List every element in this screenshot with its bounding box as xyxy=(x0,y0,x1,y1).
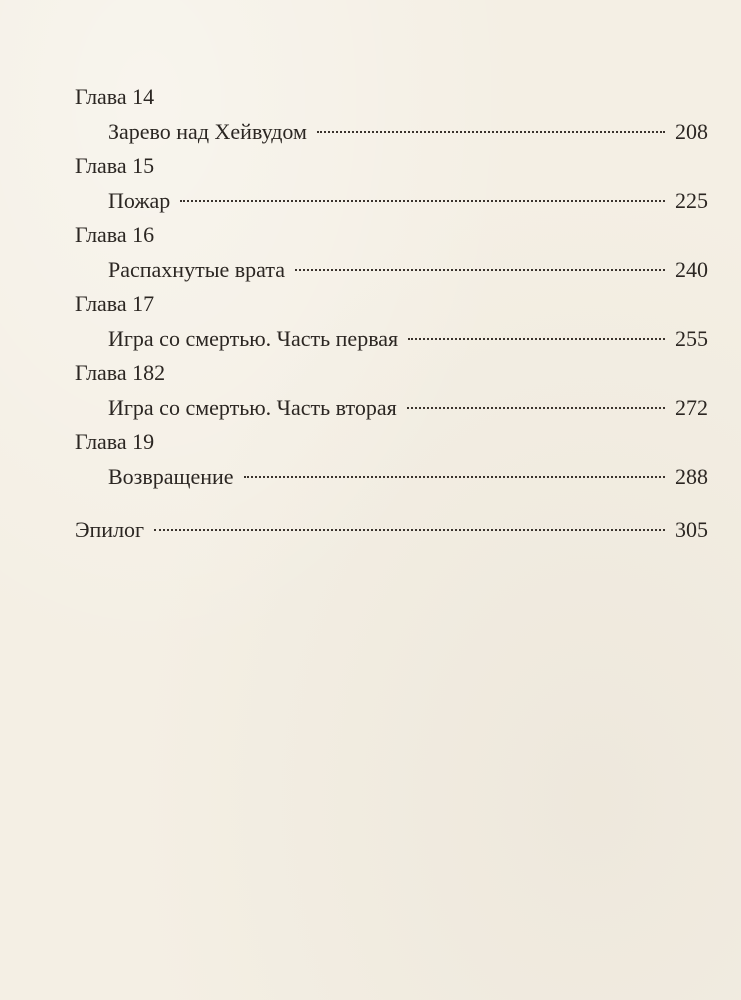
dot-leader xyxy=(407,407,665,409)
chapter-heading-15: Глава 15 xyxy=(75,153,155,178)
dot-leader xyxy=(408,338,665,340)
toc-entry-title: Игра со смертью. Часть вторая xyxy=(108,395,397,420)
dot-leader xyxy=(180,200,665,202)
toc-entry xyxy=(75,252,708,287)
dot-leader xyxy=(295,269,665,271)
toc-page-number: 208 xyxy=(675,119,708,144)
toc-entry-title: Распахнутые врата xyxy=(108,257,285,282)
toc-entry xyxy=(75,459,708,494)
toc-page-number: 240 xyxy=(675,257,708,282)
dot-leader xyxy=(244,476,665,478)
toc-entry-title: Зарево над Хейвудом xyxy=(108,119,307,144)
toc-page-number: 225 xyxy=(675,188,708,213)
toc-entry-epilogue xyxy=(75,512,708,547)
toc-entry xyxy=(75,321,708,356)
toc-entry xyxy=(75,183,708,218)
chapter-heading-14: Глава 14 xyxy=(75,84,155,109)
toc-entry xyxy=(75,114,708,149)
toc-entry-title: Эпилог xyxy=(75,517,145,542)
chapter-heading-17: Глава 17 xyxy=(75,291,155,316)
chapter-heading-182: Глава 182 xyxy=(75,360,166,385)
toc-entry-title: Возвращение xyxy=(108,464,234,489)
toc-entry-title: Пожар xyxy=(108,188,171,213)
toc-page-number: 288 xyxy=(675,464,708,489)
chapter-heading-16: Глава 16 xyxy=(75,222,155,247)
table-of-contents xyxy=(75,80,708,547)
toc-page-number: 272 xyxy=(675,395,708,420)
toc-page-number: 255 xyxy=(675,326,708,351)
toc-page-number: 305 xyxy=(675,517,708,542)
dot-leader xyxy=(154,529,665,531)
chapter-heading-19: Глава 19 xyxy=(75,429,155,454)
toc-entry xyxy=(75,390,708,425)
toc-entry-title: Игра со смертью. Часть первая xyxy=(108,326,399,351)
dot-leader xyxy=(317,131,665,133)
